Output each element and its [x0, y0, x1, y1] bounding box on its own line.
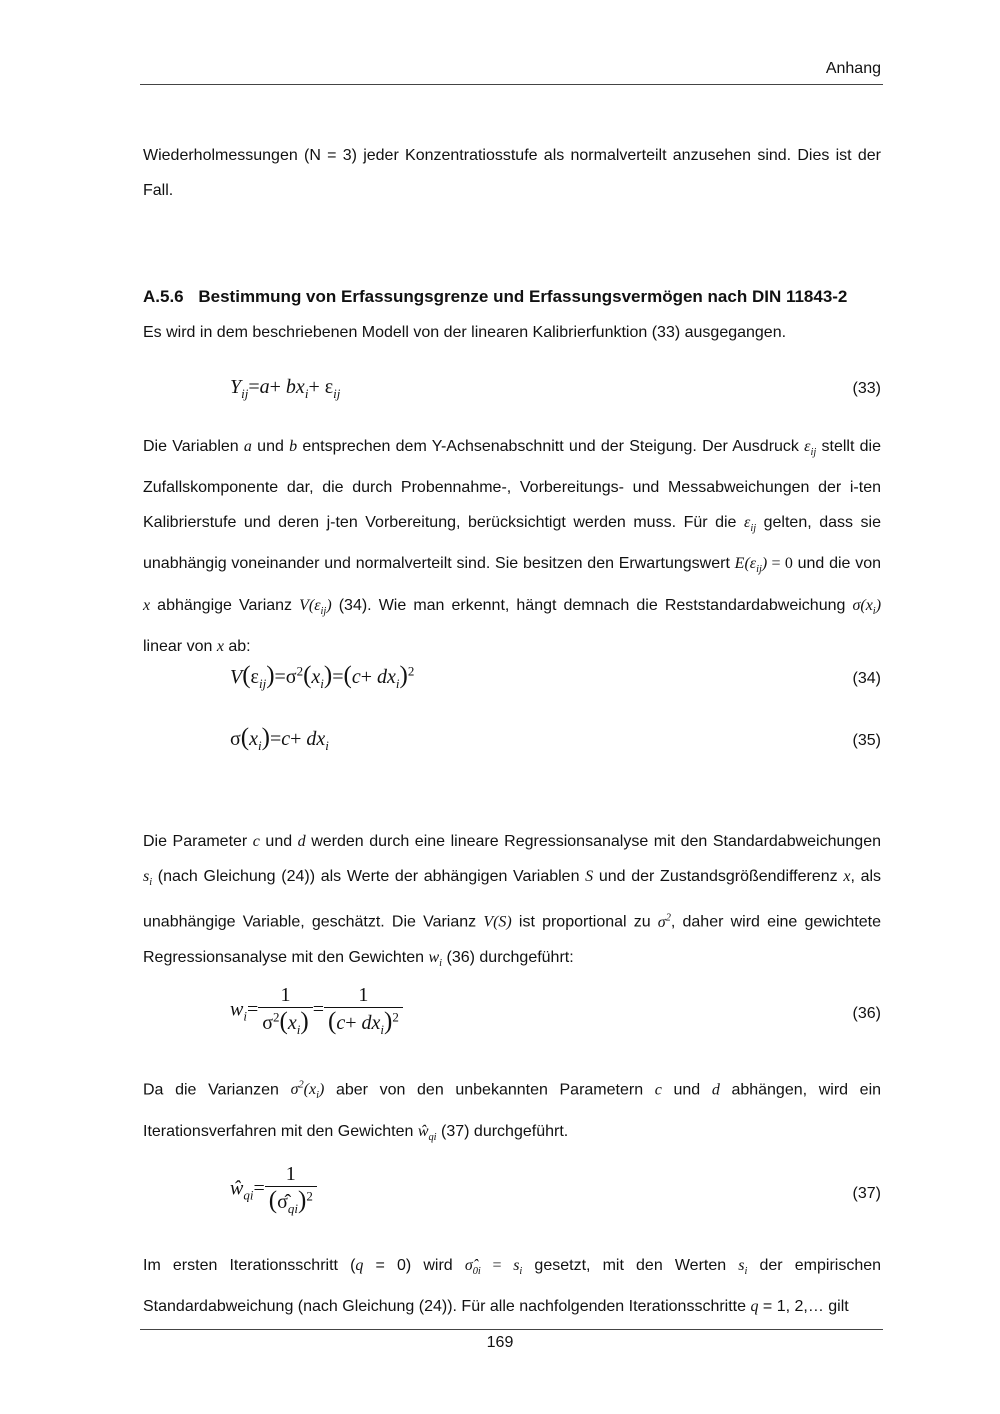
variance-formula: $V(\varepsilon_{ij})$ — [299, 596, 332, 617]
equation-number-33: (33) — [852, 380, 881, 397]
section-number: A.5.6 — [143, 287, 184, 306]
paragraph-parameters: Die Parameter c und d werden durch eine lineare Regressionsanalyse mit den Standardabweichungen $s_i$ (nach Gleichung (24)) als Werte der abhängigen Variablen S und der Zustandsgrößendifferenz x, als unabhängige Variable, geschätzt. Die Varianz V(S) ist proportional zu $\sigma^2$, daher wird eine gewichtete Regressionsanalyse mit den Gewichten $w_i$ (36) durchgeführt: — [143, 833, 882, 969]
expectation-formula: $E(\varepsilon_{ij}) = 0$ — [734, 555, 793, 576]
paragraph-first-step: Im ersten Iterationsschritt (q = 0) wird $\sigmâ_{0i} = s_i$ gesetzt, mit den Werten $s_i$ der empirischen Standardabweichung (nach Gleichung (24)). Für alle nachfolgenden Iterationsschritte q = 1, 2,… gilt — [143, 1257, 882, 1316]
equation-36: $w_i=$ $\frac{1}{\sigma^2(x_i)}$ = $\frac{1}{(c+ dx_i)^2}$ — [230, 984, 403, 1038]
equation-34: $V(\varepsilon_{ij})=\sigma^2(x_i)=(c+ dx_i)^2$ — [230, 662, 415, 691]
intro-paragraph: Wiederholmessungen (N = 3) jeder Konzentratiosstufe als normalverteilt anzusehen sind. Dies ist der Fall. — [143, 147, 881, 199]
equation-35: $\sigma(x_i)=c+ dx_i$ — [230, 724, 329, 753]
equation-37: $ŵ_{qi}=$ $\frac{1}{(\sigmâ_{qi})^2}$ — [230, 1163, 317, 1217]
equation-number-36: (36) — [852, 1005, 881, 1022]
section-title: Bestimmung von Erfassungsgrenze und Erfassungsvermögen nach DIN 11843-2 — [198, 287, 848, 306]
section-lead: Es wird in dem beschriebenen Modell von der linearen Kalibrierfunktion (33) ausgegangen. — [143, 324, 787, 341]
paragraph-iteration: Da die Varianzen $\sigma^2(x_i)$ aber von den unbekannten Parametern c und d abhängen, wird ein Iterationsverfahren mit den Gewichten $ŵ_{qi}$ (37) durchgeführt. — [143, 1080, 882, 1143]
section-heading — [143, 287, 847, 307]
page-number: 169 — [486, 1334, 514, 1351]
epsilon-symbol: $\varepsilon_{ij}$ — [804, 438, 817, 459]
equation-33: $Y_{ij}=a+ bx_i+ \varepsilon_{ij}$ — [230, 376, 341, 401]
running-header: Anhang — [825, 60, 881, 77]
sigma-squared: $\sigma^2$ — [657, 912, 671, 931]
epsilon-symbol: $\varepsilon_{ij}$ — [744, 514, 757, 535]
weight-hat: $ŵ_{qi}$ — [417, 1122, 437, 1143]
equation-number-35: (35) — [852, 732, 881, 749]
paragraph-variables: Die Variablen a und b entsprechen dem Y-Achsenabschnitt und der Steigung. Der Ausdruck $\varepsilon_{ij}$ stellt die Zufallskomponente dar, die durch Probennahme-, Vorbereitungs- und Messabweichungen der i-ten Kalibrierstufe und deren j-ten Vorbereitung, berücksichtigt werden muss. Für die $\varepsilon_{ij}$ gelten, dass sie unabhängig voneinander und normalverteilt sind. Sie besitzen den Erwartungswert $E(\varepsilon_{ij}) = 0$ und die von x abhängige Varianz $V(\varepsilon_{ij})$ (34). Wie man erkennt, hängt demnach die Reststandardabweichung $\sigma(x_i)$ linear von x ab: — [143, 438, 882, 655]
sigma-hat-formula: $\sigmâ_{0i} = s_i$ — [464, 1257, 523, 1278]
sigma-formula: $\sigma(x_i)$ — [852, 596, 882, 617]
footer-rule — [140, 1329, 883, 1330]
sigma-squared-xi: $\sigma^2(x_i)$ — [290, 1080, 325, 1102]
header-rule — [140, 84, 883, 85]
equation-number-37: (37) — [852, 1185, 881, 1202]
equation-number-34: (34) — [852, 670, 881, 687]
